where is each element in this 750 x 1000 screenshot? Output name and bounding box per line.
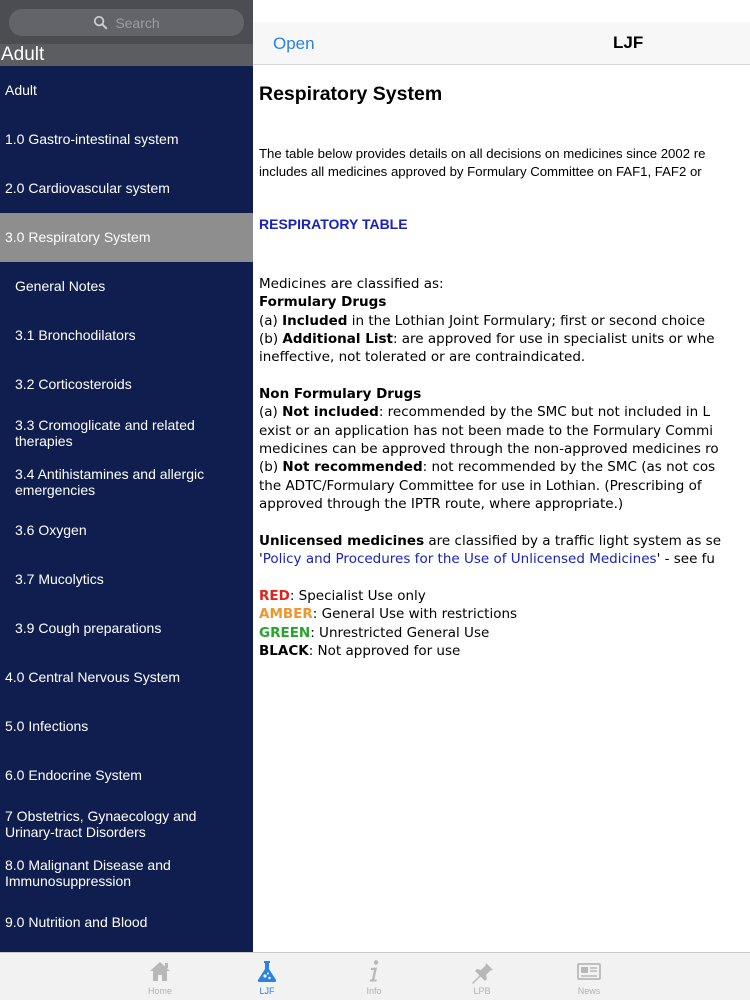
not-recommended-line2: the ADTC/Formulary Committee for use in Lothian. (Prescribing of	[259, 477, 702, 494]
nonformulary-heading: Non Formulary Drugs	[259, 386, 422, 403]
sidebar-item-cromoglicate[interactable]	[0, 408, 253, 457]
sidebar-item-central-nervous-system[interactable]	[0, 653, 253, 702]
open-button[interactable]: Open	[273, 34, 315, 53]
sidebar-item-label: 3.7 Mucolytics	[15, 571, 104, 588]
sidebar-item-antihistamines[interactable]	[0, 457, 253, 506]
item-prefix: (b)	[259, 459, 283, 476]
newspaper-icon	[576, 958, 602, 984]
additional-list-desc: : are approved for use in specialist units or whe	[392, 331, 715, 348]
black-label: BLACK	[259, 642, 309, 659]
respiratory-table-link[interactable]: RESPIRATORY TABLE	[259, 216, 408, 232]
tab-label: News	[577, 986, 601, 996]
sidebar-item-label: 1.0 Gastro-intestinal system	[5, 131, 179, 148]
sidebar-item-cardiovascular[interactable]	[0, 164, 253, 213]
not-included-line3: medicines can be approved through the non-approved medicines ro	[259, 441, 719, 458]
not-included-line	[259, 403, 721, 421]
sidebar-item-mucolytics[interactable]	[0, 555, 253, 604]
sidebar-menu	[0, 66, 253, 946]
quote-mark: '	[259, 551, 263, 568]
not-included-line2: exist or an application has not been made to the Formulary Commi	[259, 422, 714, 439]
unlicensed-term: Unlicensed medicines	[259, 532, 425, 549]
sidebar-item-cough-preparations[interactable]	[0, 604, 253, 653]
sidebar-item-label: 3.2 Corticosteroids	[15, 375, 132, 392]
tab-ljf[interactable]	[227, 953, 307, 1000]
sidebar-item-nutrition-blood[interactable]	[0, 897, 253, 946]
status-bar-area	[253, 0, 750, 22]
formulary-heading: Formulary Drugs	[259, 294, 387, 311]
sidebar-item-corticosteroids[interactable]	[0, 359, 253, 408]
additional-list-line2: ineffective, not tolerated or are contraindicated.	[259, 349, 586, 366]
included-line	[259, 312, 721, 330]
unlicensed-line	[259, 532, 721, 550]
policy-line	[259, 550, 721, 568]
search-icon	[93, 15, 108, 30]
tab-label: LJF	[259, 986, 275, 996]
black-text: : Not approved for use	[308, 642, 461, 659]
sidebar-item-endocrine[interactable]	[0, 750, 253, 799]
traffic-red	[259, 587, 721, 605]
additional-list-line	[259, 330, 721, 348]
sidebar-item-label: 3.3 Cromoglicate and related therapies	[15, 416, 195, 449]
amber-text: : General Use with restrictions	[312, 606, 518, 623]
traffic-black	[259, 642, 721, 660]
green-label: GREEN	[259, 624, 311, 641]
flask-icon	[254, 958, 280, 984]
sidebar-item-label: 2.0 Cardiovascular system	[5, 180, 170, 197]
sidebar-item-oxygen[interactable]	[0, 506, 253, 555]
unlicensed-desc: are classified by a traffic light system as se	[424, 532, 721, 549]
tab-label: LPB	[473, 986, 491, 996]
search-input[interactable]	[9, 9, 244, 36]
tab-info[interactable]	[334, 953, 414, 1000]
sidebar-item-general-notes[interactable]	[0, 262, 253, 311]
item-prefix: (a)	[259, 404, 283, 421]
sidebar-item-label: 8.0 Malignant Disease and Immunosuppression	[5, 856, 171, 889]
sidebar-item-label: 3.1 Bronchodilators	[15, 326, 136, 343]
tab-label: Home	[147, 986, 172, 996]
pushpin-icon	[469, 958, 495, 984]
included-term: Included	[282, 312, 348, 329]
sidebar-item-label: 3.0 Respiratory System	[5, 229, 151, 246]
traffic-green	[259, 624, 721, 642]
tab-news[interactable]	[549, 953, 629, 1000]
classified-as-text: Medicines are classified as:	[259, 276, 444, 292]
not-included-desc: : recommended by the SMC but not included in L	[378, 404, 711, 421]
page-title: Respiratory System	[259, 83, 443, 105]
not-recommended-line	[259, 458, 721, 476]
intro-paragraph	[259, 145, 705, 181]
sidebar-item-label: 3.9 Cough preparations	[15, 620, 162, 637]
intro-line: includes all medicines approved by Formulary Committee on FAF1, FAF2 or	[259, 164, 702, 179]
sidebar-item-gastro-intestinal[interactable]	[0, 115, 253, 164]
sidebar-item-bronchodilators[interactable]	[0, 310, 253, 359]
sidebar-item-infections[interactable]	[0, 702, 253, 751]
tab-home[interactable]	[120, 953, 200, 1000]
tab-lpb[interactable]	[442, 953, 522, 1000]
sidebar-item-adult[interactable]	[0, 66, 253, 115]
content-pane[interactable]	[253, 66, 750, 952]
search-bar	[0, 0, 253, 44]
red-text: : Specialist Use only	[289, 587, 426, 604]
not-recommended-desc: : not recommended by the SMC (as not cos	[422, 459, 716, 476]
sidebar-item-label: 9.0 Nutrition and Blood	[5, 913, 148, 930]
included-desc: in the Lothian Joint Formulary; first or second choice	[347, 312, 706, 329]
sidebar	[0, 0, 253, 952]
not-recommended-line3: approved through the IPTR route, where appropriate.)	[259, 496, 624, 513]
sidebar-item-respiratory[interactable]	[0, 213, 253, 262]
sidebar-item-label: 5.0 Infections	[5, 718, 89, 735]
policy-link[interactable]: Policy and Procedures for the Use of Unlicensed Medicines	[262, 551, 657, 568]
traffic-amber	[259, 605, 721, 623]
sidebar-item-malignant-disease[interactable]	[0, 848, 253, 897]
sidebar-item-obstetrics[interactable]	[0, 799, 253, 848]
sidebar-item-label: 6.0 Endocrine System	[5, 766, 142, 783]
red-label: RED	[259, 587, 290, 604]
green-text: : Unrestricted General Use	[310, 624, 490, 641]
tab-bar	[0, 952, 750, 1000]
info-icon	[361, 958, 387, 984]
tab-label: Info	[366, 986, 382, 996]
not-included-term: Not included	[282, 404, 379, 421]
search-placeholder: Search	[115, 14, 160, 31]
sidebar-item-label: 4.0 Central Nervous System	[5, 669, 181, 686]
policy-after: ' - see fu	[656, 551, 715, 568]
sidebar-section-header: Adult	[0, 44, 253, 66]
navigation-bar	[253, 22, 750, 65]
not-recommended-term: Not recommended	[282, 459, 423, 476]
classification-text	[259, 275, 721, 660]
item-prefix: (b)	[259, 331, 283, 348]
page-title-nav: LJF	[613, 33, 644, 52]
sidebar-item-label: General Notes	[15, 278, 106, 294]
sidebar-item-label: 3.4 Antihistamines and allergic emergencies	[15, 465, 205, 498]
sidebar-item-label: 7 Obstetrics, Gynaecology and Urinary-tract Disorders	[5, 807, 197, 840]
home-icon	[147, 958, 173, 984]
sidebar-item-label: Adult	[5, 82, 37, 99]
sidebar-item-label: 3.6 Oxygen	[15, 522, 87, 539]
additional-list-term: Additional List	[282, 331, 393, 348]
amber-label: AMBER	[259, 606, 313, 623]
intro-line: The table below provides details on all decisions on medicines since 2002 re	[259, 146, 706, 161]
item-prefix: (a)	[259, 312, 283, 329]
